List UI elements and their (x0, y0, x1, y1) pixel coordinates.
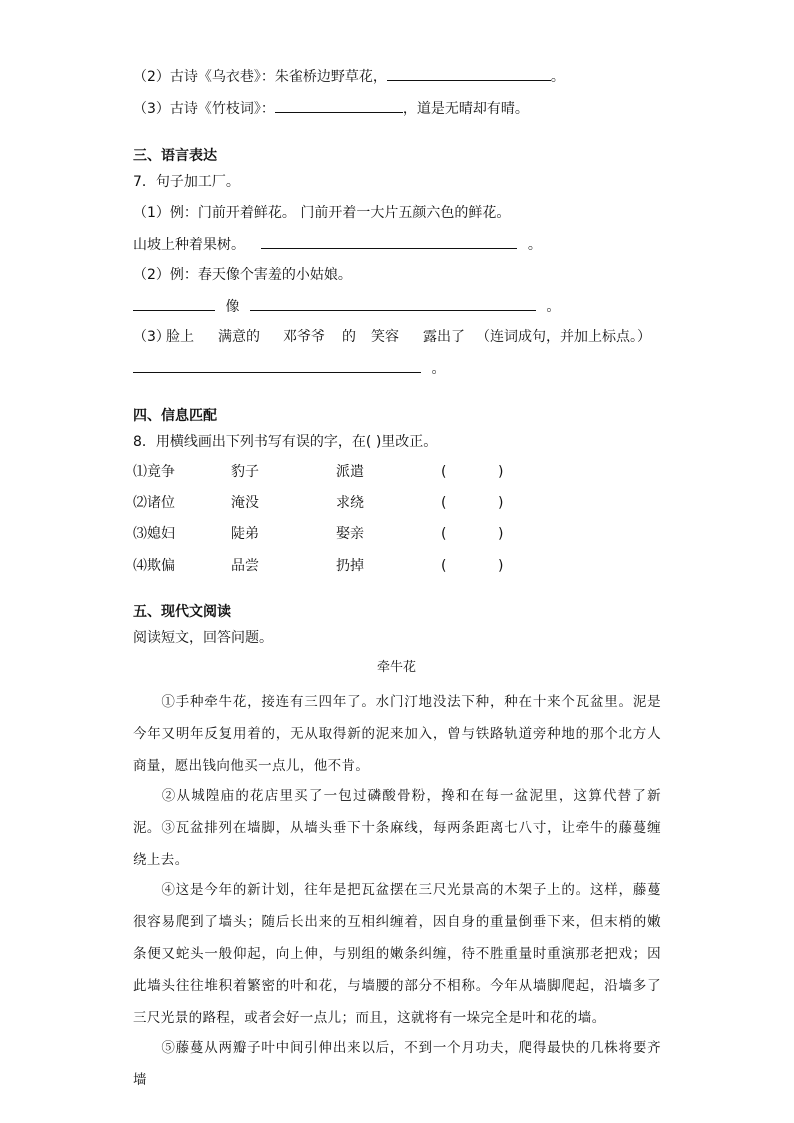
q7-word: 笑容 (371, 329, 399, 345)
q8-row-1-word-b: 豹子 (231, 464, 259, 480)
q7-item-2-like: 像 (225, 299, 240, 315)
q8-row-2-paren-close: ) (498, 495, 504, 511)
q7-word: 脸上 (166, 329, 194, 345)
q7-item-2-answer-blank[interactable] (250, 296, 536, 311)
paragraph-text: ⑤藤蔓从两瓣子叶中间引伸出来以后，不到一个月功夫，爬得最快的几株将要齐墙 (133, 1040, 661, 1088)
q7-word: 的 (342, 329, 356, 345)
q6-poem-3-answer-blank[interactable] (275, 98, 403, 113)
q7-item-1-sentence: 山坡上种着果树。 (133, 237, 245, 253)
q8-row-3-paren-close: ) (498, 526, 504, 542)
q7-item-2 (133, 296, 560, 317)
q6-poem-2 (133, 66, 565, 87)
q8-row-2-paren-open: ( (441, 495, 447, 511)
q8-row-3-paren-open: ( (441, 526, 447, 542)
q7-item-3-period: 。 (431, 361, 446, 377)
q7-item-3 (133, 327, 170, 347)
q6-poem-3-text: （3）古诗《竹枝词》： (133, 101, 275, 117)
reading-paragraph-4 (133, 874, 661, 1034)
q7-item-3-label: （3） (133, 329, 170, 345)
q8-row-2-word-a (133, 493, 175, 513)
q7-item-1-period: 。 (527, 237, 542, 253)
q6-poem-3-suffix: ，道是无晴却有晴。 (402, 101, 529, 117)
q8-row-2-word-b: 淹没 (231, 495, 259, 511)
q8-row-number: ⑵ (133, 495, 147, 511)
q8-word: 媳妇 (147, 526, 175, 542)
q8-row-3-correction-field[interactable] (452, 524, 494, 544)
q7-example-2: （2）例：春天像个害羞的小姑娘。 (133, 267, 352, 283)
q8-word: 竟争 (147, 464, 175, 480)
q8-word: 欺偏 (147, 558, 175, 574)
q6-poem-2-answer-blank[interactable] (387, 66, 551, 81)
q8-row-3-word-b: 陡弟 (231, 526, 259, 542)
q7-word: 露出了 (423, 329, 465, 345)
section-4-title: 四、信息匹配 (133, 408, 217, 424)
q8-row-1-word-c: 派遣 (336, 464, 364, 480)
q8-row-2-correction-field[interactable] (452, 493, 494, 513)
q8-row-number: ⑴ (133, 464, 147, 480)
q7-item-1 (133, 234, 542, 255)
q8-row-1-paren-close: ) (498, 464, 504, 480)
q7-item-1-answer-blank[interactable] (261, 234, 517, 249)
q8-row-1-correction-field[interactable] (452, 462, 494, 482)
paragraph-text: ④这是今年的新计划，往年是把瓦盆摆在三尺光景高的木架子上的。这样，藤蔓很容易爬到了墙头；随后长出来的互相纠缠着，因自身的重量倒垂下来，但末梢的嫩条便又蛇头一般仰起，向上伸，与别组的嫩条纠缠，待不胜重量时重演那老把戏；因此墙头往往堆积着繁密的叶和花，与墙腰的部分不相称。今年从墙脚爬起，沿墙多了三尺光景的路程，或者会好一点儿；而且，这就将有一垛完全是叶和花的墙。 (133, 882, 661, 1026)
q8-row-4-word-a (133, 556, 175, 576)
reading-paragraph-5 (133, 1032, 661, 1088)
q6-poem-2-suffix: 。 (550, 69, 565, 85)
q8-row-3-word-a (133, 524, 175, 544)
q8-row-1-paren-open: ( (441, 464, 447, 480)
q6-poem-3 (133, 98, 529, 119)
q8-row-3-word-c: 娶亲 (336, 526, 364, 542)
q7-item-3-answer (133, 358, 445, 379)
q7-item-3-answer-blank[interactable] (133, 358, 421, 373)
q8-title: 8．用横线画出下列书写有误的字，在( )里改正。 (133, 434, 438, 450)
q8-row-number: ⑷ (133, 558, 147, 574)
q8-row-2-word-c: 求绕 (336, 495, 364, 511)
paragraph-text: ③瓦盆排列在墙脚，从墙头垂下十条麻线，每两条距离七八寸，让牵牛的藤蔓缠绕上去。 (133, 820, 661, 868)
q8-row-number: ⑶ (133, 526, 147, 542)
q7-example-1: （1）例：门前开着鲜花。 门前开着一大片五颜六色的鲜花。 (133, 205, 511, 221)
reading-instruction: 阅读短文，回答问题。 (133, 630, 273, 646)
reading-paragraph-3 (133, 812, 661, 876)
q8-row-4-word-b: 品尝 (231, 558, 259, 574)
q6-poem-2-text: （2）古诗《乌衣巷》：朱雀桥边野草花， (133, 69, 387, 85)
q7-title: 7．句子加工厂。 (133, 174, 240, 190)
q7-item-2-period: 。 (546, 299, 561, 315)
q8-word: 诸位 (147, 495, 175, 511)
q8-row-1-word-a (133, 462, 175, 482)
q7-word: 满意的 (218, 329, 260, 345)
q7-item-3-note: （连词成句，并加上标点。） (476, 329, 651, 345)
q8-row-4-correction-field[interactable] (452, 556, 494, 576)
reading-paragraph-1 (133, 686, 661, 782)
q8-row-4-paren-close: ) (498, 558, 504, 574)
reading-title: 牵牛花 (377, 660, 417, 675)
section-3-title: 三、语言表达 (133, 148, 217, 164)
q8-row-4-word-c: 扔掉 (336, 558, 364, 574)
q7-word: 邓爷爷 (283, 329, 325, 345)
q8-row-4-paren-open: ( (441, 558, 447, 574)
paragraph-text: ①手种牵牛花，接连有三四年了。水门汀地没法下种，种在十来个瓦盆里。泥是今年又明年反复用着的，无从取得新的泥来加入，曾与铁路轨道旁种地的那个北方人商量，愿出钱向他买一点儿，他不肯。 (133, 694, 661, 774)
paragraph-text: ②从城隍庙的花店里买了一包过磷酸骨粉，搀和在每一盆泥里，这算代替了新泥。 (133, 788, 661, 836)
q7-item-2-subject-blank[interactable] (133, 296, 215, 311)
section-5-title: 五、现代文阅读 (133, 604, 231, 620)
